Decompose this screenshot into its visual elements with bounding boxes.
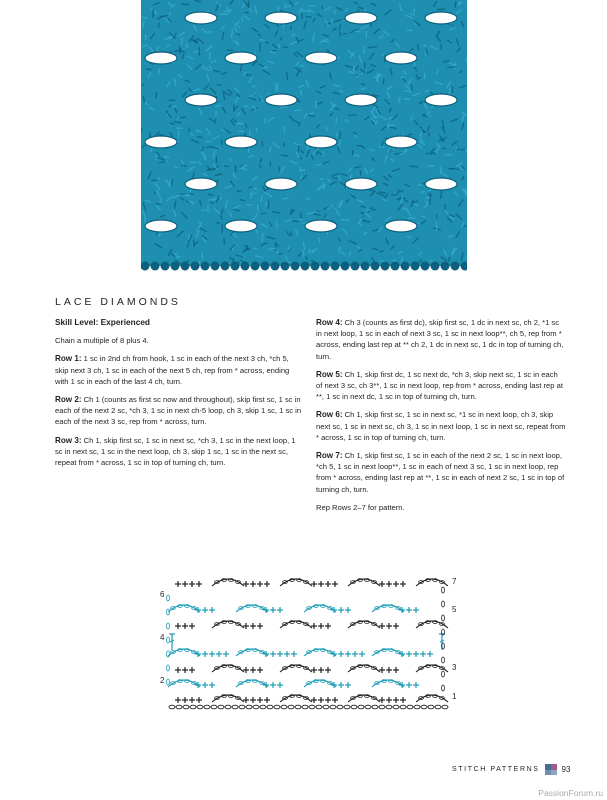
page-footer [452,759,570,779]
swatch-icon [545,763,557,775]
row-1-instruction [55,353,303,387]
row-5-text: Ch 1, skip first dc, 1 sc next dc, *ch 3, skip next sc, 1 sc in each of next 3 sc, ch 3**, 1 sc in next loop, rep from * across, ending last rep at **, 1 sc in next dc, 1 sc in top of turning ch, turn. [316,369,563,402]
watermark: PassionForum.ru [538,788,603,798]
pattern-title: LACE DIAMONDS [55,296,181,308]
row-6-label: Row 6: [316,410,343,420]
row-4-text: Ch 3 (counts as first dc), skip first sc, 1 dc in next sc, ch 2, *1 sc in next loop, 1 sc in each of next 3 sc, 1 sc in next loop**, ch 5, rep from * across, ending last rep at ** ch 2, 1 dc in next sc, 1 dc in top of turning ch, turn. [316,318,564,361]
chart-left-label-2: 2 [160,676,165,685]
skill-level: Skill Level: Experienced [55,317,150,327]
row-6-instruction [316,409,566,443]
row-3-label: Row 3: [55,435,82,445]
chart-right-label-7: 7 [452,577,457,586]
chart-right-label-1: 1 [452,692,457,701]
instructions-right-column [316,317,566,520]
row-7-instruction [316,450,566,495]
chart-right-label-5: 5 [452,605,457,614]
repeat-note: Rep Rows 2–7 for pattern. [316,502,405,512]
row-3-instruction [55,435,303,469]
row-7-label: Row 7: [316,451,343,461]
chart-left-label-4: 4 [160,633,165,642]
instructions-left-column [55,317,303,475]
row-5-label: Row 5: [316,369,343,379]
row-1-text: 1 sc in 2nd ch from hook, 1 sc in each of the next 3 ch, *ch 5, skip next 3 ch, 1 sc in each of the next 5 ch, rep from * across, ending with 1 sc in each of the last 4 ch, turn. [55,354,290,386]
row-4-label: Row 4: [316,318,343,327]
chain-intro: Chain a multiple of 8 plus 4. [55,336,149,346]
row-7-text: Ch 1, skip first sc, 1 sc in each of the next 2 sc, 1 sc in next loop, *ch 5, 1 sc in next loop**, 1 sc in each of next 3 sc, 1 sc in next loop, rep from * across, ending last rep at **, 1 sc in each of next 2 sc, 1 sc in top of turning ch, turn. [316,451,565,494]
chart-right-label-3: 3 [452,663,457,672]
page-number: 93 [561,764,571,774]
row-2-text: Ch 1 (counts as first sc now and throughout), skip first sc, 1 sc in each of the next 2 sc, *ch 3, 1 sc in next ch-5 loop, ch 3, skip 1 sc, 1 sc in each of the next 3 sc, rep from * across, turn. [55,395,302,427]
swatch-photo [141,0,467,272]
row-6-text: Ch 1, skip first sc, 1 sc in next sc, *1 sc in next loop, ch 3, skip next sc, 1 sc in next sc, ch 3, 1 sc in next loop, 1 sc in next sc, repeat from * across, 1 sc in top of turning ch, turn. [316,410,566,442]
row-2-label: Row 2: [55,395,82,405]
row-1-label: Row 1: [55,354,82,364]
section-label: STITCH PATTERNS [452,765,540,773]
row-4-instruction [316,317,566,362]
row-3-text: Ch 1, skip first sc, 1 sc in next sc, *ch 3, 1 sc in the next loop, 1 sc in next sc, 1 sc in the next loop, ch 3, skip 1 sc, 1 sc in the next sc, repeat from * across, 1 sc in top of turning ch, turn. [55,435,296,468]
chart-left-label-6: 6 [160,590,165,599]
row-2-instruction [55,394,303,428]
stitch-chart [154,570,466,710]
row-5-instruction [316,369,566,403]
